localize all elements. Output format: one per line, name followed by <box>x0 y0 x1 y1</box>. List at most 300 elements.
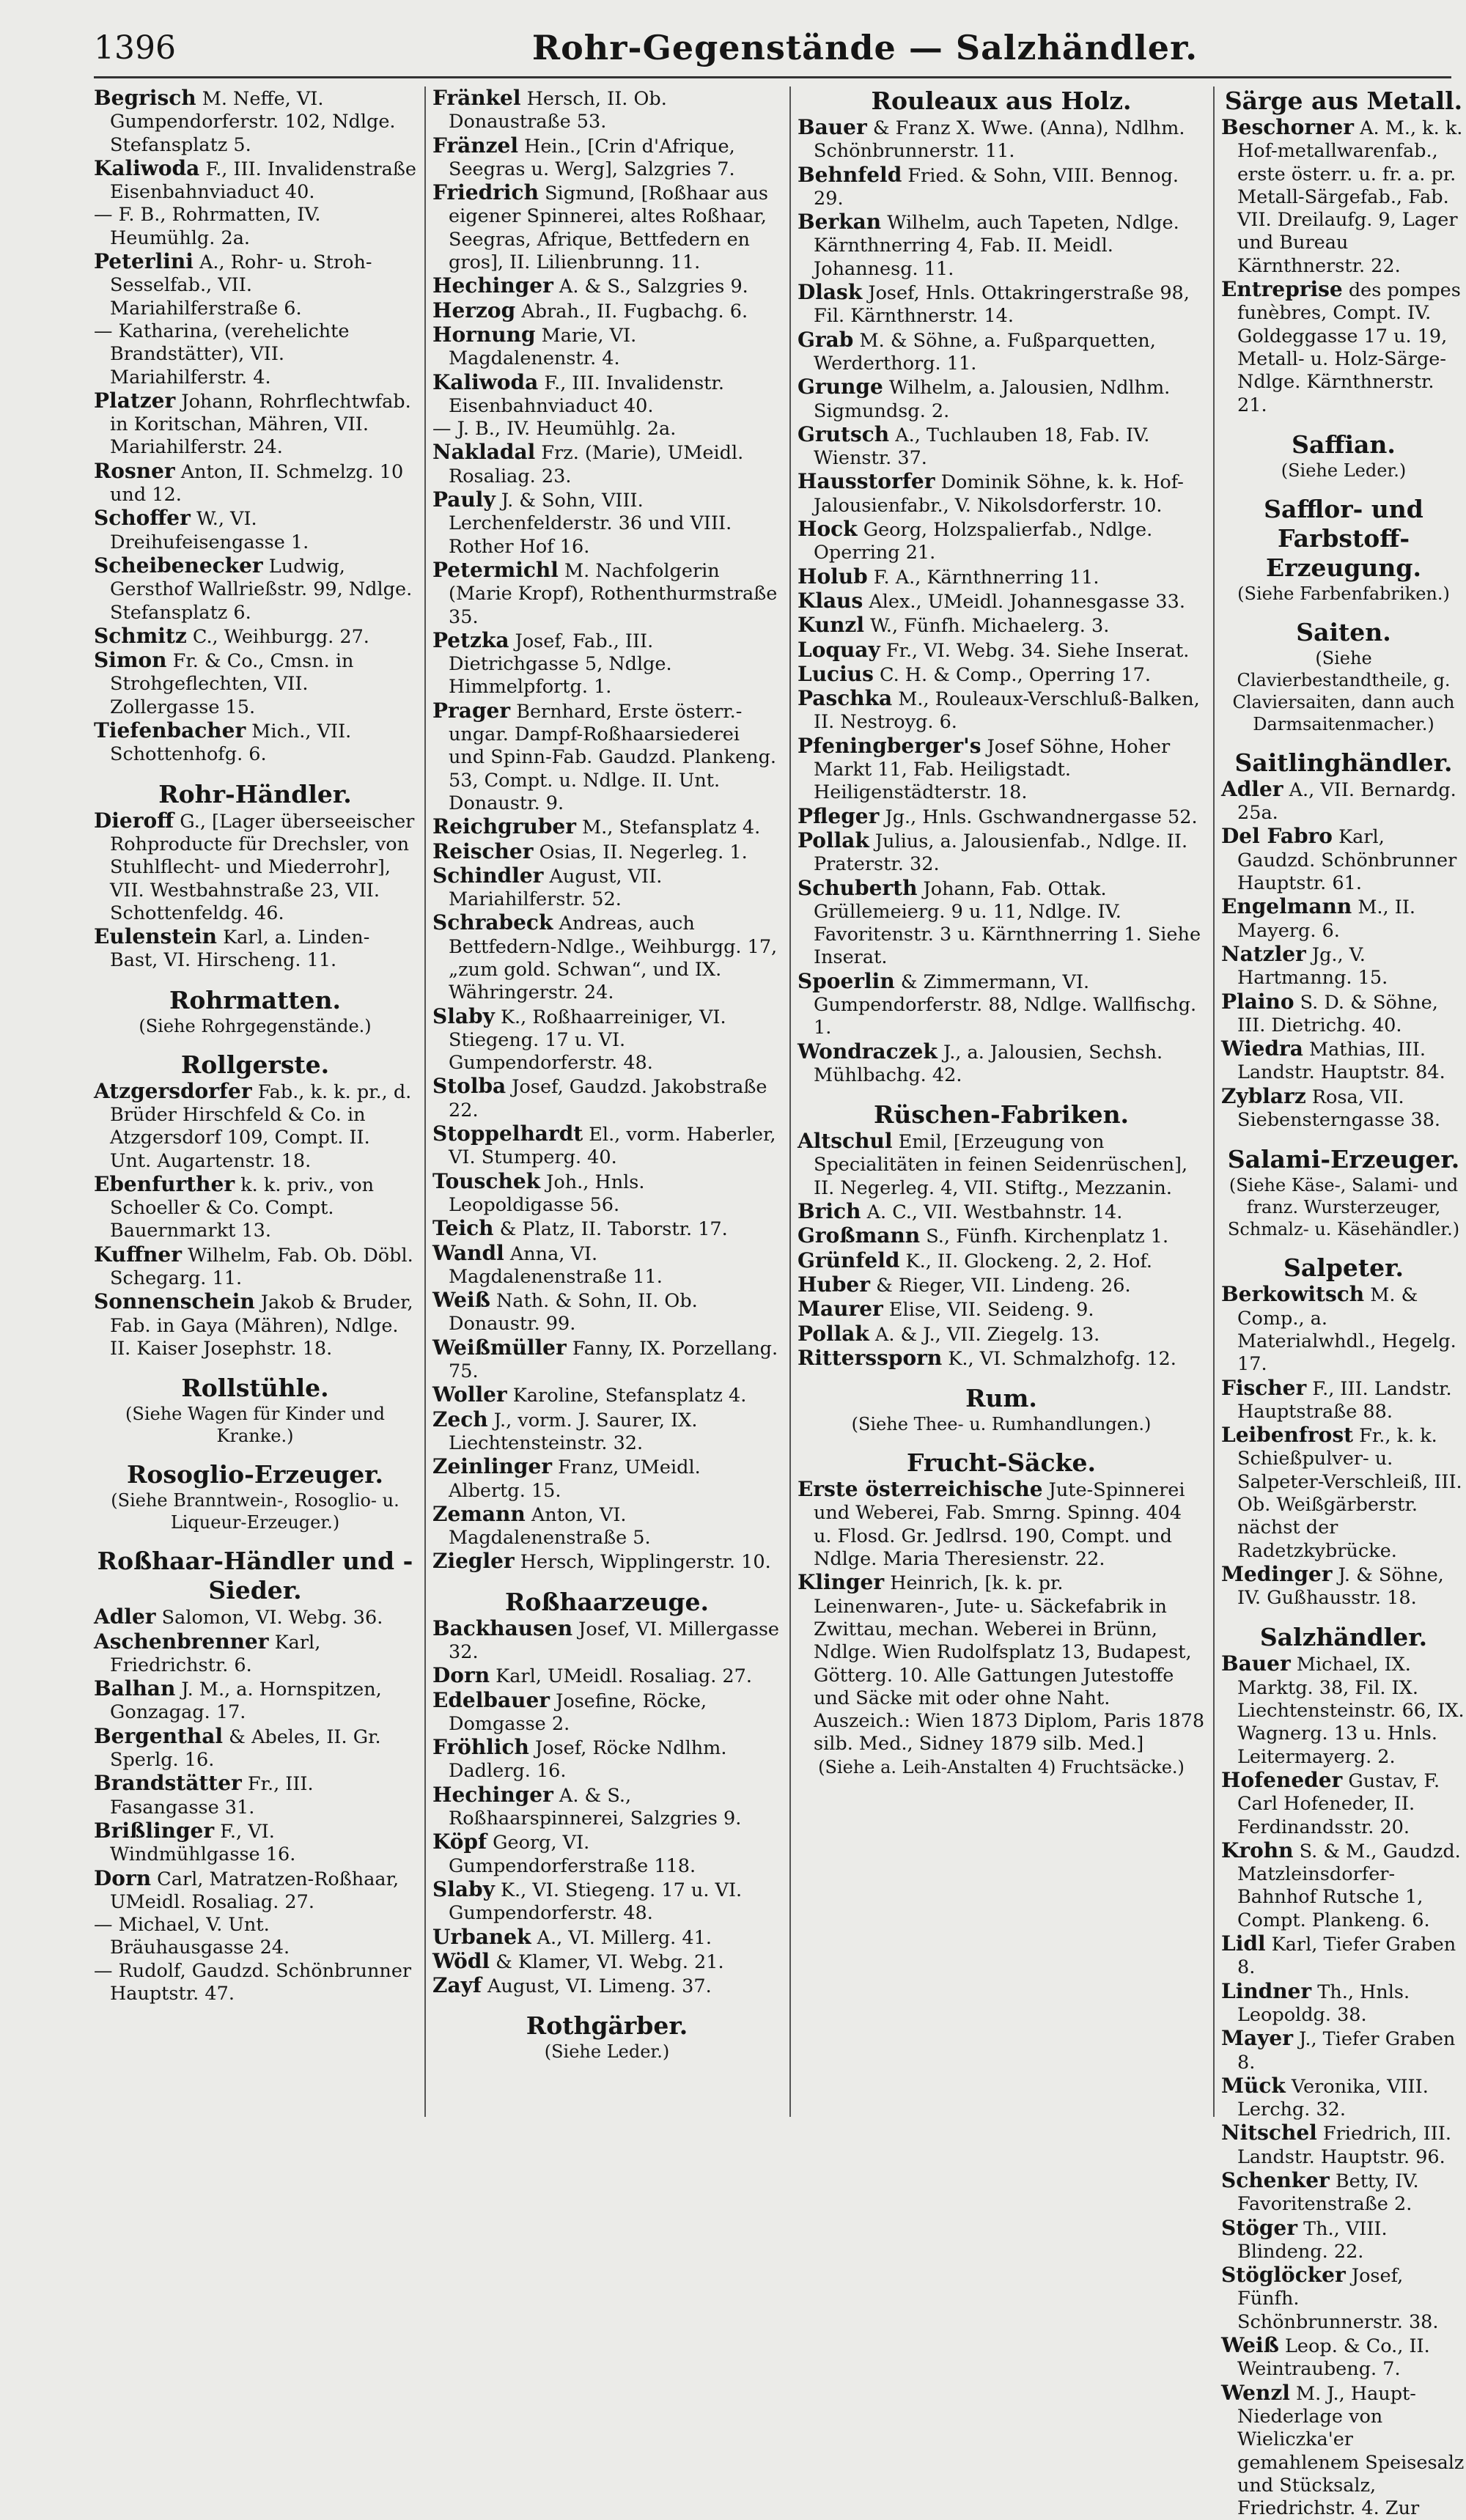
entry-details: k. k. priv., von Schoeller & Co. Compt. Bauernmarkt 13. <box>110 1174 375 1242</box>
section-heading: Rothgärber. <box>526 2011 688 2041</box>
entry-details: Emil, [Erzeugung von Specialitäten in feinen Seidenrüschen], II. Negerleg. 4, VII. Stiftg., Mezzanin. <box>814 1131 1188 1199</box>
entry-details: M. Nachfolgerin (Marie Kropf), Rothenthurmstraße 35. <box>449 559 778 628</box>
entry-name: Wandl <box>432 1240 504 1265</box>
entry-name: Bauer <box>1221 1651 1291 1676</box>
section-heading: Salpeter. <box>1283 1253 1404 1283</box>
directory-entry <box>798 805 1205 829</box>
entry-name: Tiefenbacher <box>94 718 246 743</box>
entry-name: Schrabeck <box>432 910 553 935</box>
directory-entry <box>432 299 781 323</box>
entry-name: Schindler <box>432 863 544 888</box>
column-2 <box>432 86 781 2117</box>
entry-name: Hausstorfer <box>798 469 935 494</box>
entry-name: Plaino <box>1221 989 1294 1014</box>
entry-details: K., VI. Stiegeng. 17 u. VI. Gumpendorferstr. 48. <box>449 1879 743 1925</box>
section-heading: Frucht-Säcke. <box>907 1448 1096 1478</box>
entry-name: Ritterssporn <box>798 1345 943 1370</box>
entry-name: Sonnenschein <box>94 1289 255 1314</box>
entry-name: Friedrich <box>432 180 539 205</box>
entry-name: Lidl <box>1221 1931 1266 1956</box>
directory-entry <box>798 116 1205 163</box>
entry-name: Brandstätter <box>94 1771 242 1796</box>
entry-name: Dorn <box>94 1865 152 1890</box>
entry-details: Joh., Hnls. Leopoldigasse 56. <box>449 1171 645 1216</box>
directory-entry <box>94 925 416 973</box>
entry-details: Rosa, VII. Siebensterngasse 38. <box>1237 1086 1441 1132</box>
entry-name: Wödl <box>432 1948 490 1973</box>
entry-details: Abrah., II. Fugbachg. 6. <box>515 300 748 323</box>
directory-entry <box>432 864 781 912</box>
entry-name: Pollak <box>798 1321 869 1346</box>
entry-details: — F. B., Rohrmatten, IV. Heumühlg. 2a. <box>94 204 321 249</box>
directory-entry <box>798 281 1205 328</box>
entry-name: Medinger <box>1221 1561 1333 1586</box>
entry-details: F., VI. Windmühlgasse 16. <box>110 1820 296 1866</box>
entry-name: Bergenthal <box>94 1723 224 1748</box>
entry-name: Platzer <box>94 388 176 413</box>
directory-entry <box>94 506 416 554</box>
entry-details: Karoline, Stefansplatz 4. <box>507 1385 747 1407</box>
entry-name: Nakladal <box>432 440 536 465</box>
entry-name: Zech <box>432 1407 488 1432</box>
entry-name: Herzog <box>432 298 516 323</box>
entry-details: Fr. & Co., Cmsn. in Strohgeflechten, VII. Zollergasse 15. <box>110 650 354 718</box>
entry-name: Simon <box>94 648 167 673</box>
entry-details: Wilhelm, Fab. Ob. Döbl. Schegarg. 11. <box>110 1244 413 1290</box>
entry-name: Scheibenecker <box>94 553 263 578</box>
entry-name: Kunzl <box>798 613 864 638</box>
entry-name: Klaus <box>798 588 863 613</box>
entry-details: J., Tiefer Graben 8. <box>1237 2028 1456 2074</box>
cross-reference-note: (Siehe Farbenfabriken.) <box>1237 583 1450 604</box>
entry-details: M., Stefansplatz 4. <box>575 817 761 839</box>
cross-reference-note: (Siehe Clavierbestandtheile, g. Claviersaiten, dann auch Darmsaitenmacher.) <box>1232 647 1455 734</box>
entry-details: S., Fünfh. Kirchenplatz 1. <box>920 1226 1169 1248</box>
entry-name: Schoffer <box>94 506 191 531</box>
entry-name: Fischer <box>1221 1375 1307 1400</box>
directory-entry <box>1221 1769 1466 1839</box>
directory-entry <box>798 1478 1205 1571</box>
entry-details: Georg, VI. Gumpendorferstraße 118. <box>449 1832 696 1877</box>
entry-details: Nath. & Sohn, II. Ob. Donaustr. 99. <box>449 1290 698 1335</box>
entry-details: A. & S., Salzgries 9. <box>553 276 748 298</box>
directory-entry <box>798 687 1205 734</box>
entry-name: Engelmann <box>1221 894 1352 919</box>
directory-entry <box>432 1503 781 1550</box>
entry-name: Wondraczek <box>798 1039 938 1064</box>
entry-details: A. & J., VII. Ziegelg. 13. <box>869 1323 1100 1346</box>
entry-name: Köpf <box>432 1830 487 1854</box>
directory-entry <box>94 157 416 205</box>
directory-entry <box>94 809 416 925</box>
entry-name: Pollak <box>798 828 869 852</box>
entry-name: Zayf <box>432 1973 482 1998</box>
entry-details: S. & M., Gaudzd. Matzleinsdorfer-Bahnhof Rutsche 1, Compt. Plankeng. 6. <box>1237 1840 1461 1931</box>
directory-entry <box>94 1914 416 1960</box>
entry-details: Frz. (Marie), UMeidl. Rosaliag. 23. <box>449 442 744 487</box>
section-heading: Rollstühle. <box>181 1374 329 1403</box>
entry-name: Lindner <box>1221 1978 1312 2003</box>
entry-details: C., Weihburgg. 27. <box>186 625 369 648</box>
entry-details: F., III. Landstr. Hauptstraße 88. <box>1237 1377 1452 1423</box>
directory-entry <box>798 970 1205 1040</box>
entry-name: Reichgruber <box>432 814 576 839</box>
directory-entry <box>432 1217 781 1241</box>
entry-name: Balhan <box>94 1676 176 1701</box>
entry-name: Kuffner <box>94 1242 182 1267</box>
directory-entry <box>94 389 416 460</box>
entry-details: Josef, Hnls. Ottakringerstraße 98, Fil. Kärnthnerstr. 14. <box>814 282 1190 328</box>
entry-details: G., [Lager überseeischer Rohproducte für Drechsler, von Stuhlflecht- und Miederrohr], VII. Westbahnstraße 23, VII. Schottenfeldg. 46. <box>110 810 415 924</box>
entry-details: J., a. Jalousien, Sechsh. Mühlbachg. 42. <box>814 1041 1163 1086</box>
entry-details: Betty, IV. Favoritenstraße 2. <box>1237 2170 1419 2216</box>
directory-entry <box>798 328 1205 376</box>
entry-details: August, VI. Limeng. 37. <box>481 1975 712 1998</box>
directory-entry <box>1221 1932 1466 1980</box>
entry-details: Fr., III. Fasangasse 31. <box>110 1773 314 1819</box>
entry-details: August, VII. Mariahilferstr. 52. <box>449 865 663 911</box>
entry-name: Woller <box>432 1382 507 1407</box>
directory-entry <box>432 1408 781 1456</box>
entry-name: Pfleger <box>798 803 880 828</box>
entry-details: — Michael, V. Unt. Bräuhausgasse 24. <box>94 1914 290 1959</box>
entry-details: Anton, VI. Magdalenenstraße 5. <box>449 1503 651 1550</box>
directory-entry <box>432 1289 781 1336</box>
entry-details: A. M., k. k. Hof-metallwarenfab., erste österr. u. fr. a. pr. Metall-Särgefab., Fab. VII. Dreilaufg. 9, Lager und Bureau Kärnthnerstr. 22. <box>1237 117 1463 277</box>
entry-details: Josef, VI. Millergasse 32. <box>449 1618 780 1663</box>
entry-details: J. & Söhne, IV. Gußhausstr. 18. <box>1237 1563 1444 1610</box>
entry-name: Stöglöcker <box>1221 2263 1346 2288</box>
entry-details: Gustav, F. Carl Hofeneder, II. Ferdinandsstr. 20. <box>1237 1769 1440 1838</box>
entry-details: Ludwig, Gersthof Wallrießstr. 99, Ndlge. Stefansplatz 6. <box>110 555 413 624</box>
entry-name: Weiß <box>1221 2333 1279 2358</box>
entry-name: Fröhlich <box>432 1735 529 1760</box>
entry-name: Urbanek <box>432 1924 531 1949</box>
entry-name: Petermichl <box>432 557 559 582</box>
entry-name: Leibenfrost <box>1221 1423 1354 1448</box>
entry-details: Mich., VII. Schottenhofg. 6. <box>110 721 352 766</box>
entry-details: Fr., k. k. Schießpulver- u. Salpeter-Verschleiß, III. Ob. Weißgärberstr. nächst der Radetzkybrücke. <box>1237 1425 1462 1562</box>
entry-name: Weiß <box>432 1288 490 1313</box>
directory-entry <box>432 911 781 1004</box>
entry-details: Wilhelm, auch Tapeten, Ndlge. Kärnthnerring 4, Fab. II. Meidl. Johannesg. 11. <box>814 212 1179 280</box>
entry-details: Johann, Fab. Ottak. Grüllemeierg. 9 u. 11, Ndlge. IV. Favoritenstr. 3 u. Kärnthnerring 1. Siehe Inserat. <box>814 877 1201 969</box>
entry-details: K., VI. Schmalzhofg. 12. <box>942 1347 1176 1370</box>
entry-name: Huber <box>798 1272 870 1297</box>
entry-name: Grutsch <box>798 421 890 446</box>
directory-entry <box>432 418 781 441</box>
entry-name: Holub <box>798 564 868 589</box>
directory-entry <box>798 1571 1205 1755</box>
entry-details: Karl, Friedrichstr. 6. <box>110 1631 321 1676</box>
entry-name: Zyblarz <box>1221 1083 1306 1108</box>
directory-entry <box>1221 895 1466 943</box>
directory-entry <box>798 638 1205 663</box>
directory-entry <box>94 204 416 250</box>
directory-entry <box>1221 825 1466 895</box>
column-divider <box>789 86 791 2117</box>
directory-entry <box>94 1290 416 1360</box>
entry-details: A., Rohr- u. Stroh-Sesselfab., VII. Mariahilferstraße 6. <box>110 251 372 320</box>
entry-name: Mück <box>1221 2073 1286 2098</box>
entry-name: Bauer <box>798 115 867 139</box>
directory-entry <box>1221 943 1466 990</box>
directory-entry <box>94 625 416 649</box>
directory-entry <box>798 1130 1205 1200</box>
entry-details: Fr., VI. Webg. 34. Siehe Inserat. <box>880 639 1190 662</box>
section-heading: Roßhaarzeuge. <box>505 1587 709 1616</box>
column-divider <box>424 86 426 2117</box>
entry-details: Salomon, VI. Webg. 36. <box>155 1607 383 1629</box>
entry-details: Friedrich, III. Landstr. Hauptstr. 96. <box>1237 2123 1451 2168</box>
entry-details: Jg., Hnls. Gschwandnergasse 52. <box>879 806 1198 828</box>
cross-reference-note: (Siehe Leder.) <box>544 2041 670 2063</box>
entry-details: S. D. & Söhne, III. Dietrichg. 40. <box>1237 991 1438 1036</box>
entry-name: Hechinger <box>432 1782 553 1807</box>
entry-details: Josef, Fünfh. Schönbrunnerstr. 38. <box>1237 2265 1439 2333</box>
entry-name: Maurer <box>798 1297 883 1322</box>
entry-details: W., Fünfh. Michaelerg. 3. <box>863 615 1110 638</box>
running-title: Rohr-Gegenstände — Salzhändler. <box>531 28 1198 67</box>
entry-name: Wiedra <box>1221 1036 1303 1061</box>
page-number: 1396 <box>94 29 176 67</box>
directory-entry <box>798 210 1205 281</box>
entry-details: Th., Hnls. Leopoldg. 38. <box>1237 1981 1410 2026</box>
entry-name: Touschek <box>432 1168 541 1193</box>
section-heading: Rollgerste. <box>180 1050 330 1079</box>
directory-entry <box>432 1383 781 1407</box>
entry-name: Klinger <box>798 1570 885 1595</box>
entry-name: Fränzel <box>432 133 518 158</box>
directory-entry <box>94 1725 416 1772</box>
entry-details: A., Tuchlauben 18, Fab. IV. Wienstr. 37. <box>814 424 1150 470</box>
entry-name: Grunge <box>798 375 883 399</box>
directory-entry <box>432 1689 781 1736</box>
section-heading: Rohr-Händler. <box>158 779 352 808</box>
directory-entry <box>1221 1423 1466 1563</box>
directory-entry <box>1221 2263 1466 2334</box>
section-heading: Rum. <box>965 1384 1037 1413</box>
entry-name: Adler <box>94 1605 156 1629</box>
entry-name: Dlask <box>798 280 863 305</box>
directory-entry <box>798 517 1205 565</box>
entry-name: Natzler <box>1221 941 1306 966</box>
directory-entry <box>798 589 1205 614</box>
directory-entry <box>432 274 781 298</box>
directory-entry <box>432 181 781 274</box>
entry-name: Lucius <box>798 661 874 686</box>
directory-entry <box>1221 778 1466 825</box>
entry-name: Stöger <box>1221 2215 1297 2240</box>
entry-details: K., Roßhaarreiniger, VI. Stiegeng. 17 u. VI. Gumpendorferstr. 48. <box>449 1006 726 1075</box>
entry-details: Franz, UMeidl. Albertg. 15. <box>449 1456 701 1502</box>
directory-entry <box>432 1974 781 1998</box>
entry-details: A., VII. Bernardg. 25a. <box>1237 778 1456 825</box>
directory-entry <box>798 565 1205 589</box>
entry-details: Julius, a. Jalousienfab., Ndlge. II. Praterstr. 32. <box>814 830 1188 876</box>
entry-name: Nitschel <box>1221 2121 1317 2145</box>
entry-name: Peterlini <box>94 249 194 274</box>
entry-name: Berkan <box>798 210 882 235</box>
entry-details: Alex., UMeidl. Johannesgasse 33. <box>863 590 1185 613</box>
entry-name: Pfeningberger's <box>798 733 981 758</box>
entry-name: Prager <box>432 698 511 723</box>
entry-details: Josef, Fab., III. Dietrichgasse 5, Ndlge. Himmelpfortg. 1. <box>449 630 672 699</box>
directory-entry <box>432 1005 781 1075</box>
entry-name: Stolba <box>432 1074 507 1099</box>
directory-entry <box>432 323 781 371</box>
entry-name: Begrisch <box>94 86 196 110</box>
entry-name: Dorn <box>432 1663 490 1688</box>
entry-name: Backhausen <box>432 1615 573 1640</box>
directory-entry <box>1221 1980 1466 2027</box>
directory-entry <box>1221 2027 1466 2074</box>
section-heading: Saffian. <box>1292 430 1396 459</box>
entry-details: Elise, VII. Seideng. 9. <box>883 1299 1094 1322</box>
entry-details: M. J., Haupt-Niederlage von Wieliczka'er gemahlenem Speisesalz und Stücksalz, Friedrichstr. 4. Zur <box>1237 2382 1465 2520</box>
directory-entry <box>432 1336 781 1384</box>
entry-name: Hock <box>798 517 858 542</box>
directory-entry <box>94 86 416 157</box>
entry-details: Jg., V. Hartmanng. 15. <box>1237 943 1388 990</box>
entry-name: Kaliwoda <box>94 155 200 180</box>
entry-details: A. & S., Roßhaarspinnerei, Salzgries 9. <box>449 1784 742 1830</box>
directory-entry <box>432 840 781 864</box>
cross-reference-note: (Siehe Rohrgegenstände.) <box>139 1015 372 1036</box>
entry-details: M., II. Mayerg. 6. <box>1237 896 1416 942</box>
entry-name: Hofeneder <box>1221 1767 1343 1792</box>
directory-entry <box>1221 2334 1466 2381</box>
entry-name: Wenzl <box>1221 2380 1290 2405</box>
entry-name: Dieroff <box>94 808 174 833</box>
entry-details: Marie, VI. Magdalenenstr. 4. <box>449 324 637 370</box>
entry-name: Petzka <box>432 627 509 652</box>
entry-details: — Rudolf, Gaudzd. Schönbrunner Hauptstr. 47. <box>94 1959 412 2005</box>
directory-entry <box>432 1878 781 1926</box>
directory-entry <box>1221 1283 1466 1376</box>
entry-details: Andreas, auch Bettfedern-Ndlge., Weihburgg. 17, „zum gold. Schwan“, und IX. Währingerstr. 24. <box>449 913 778 1004</box>
entry-details: El., vorm. Haberler, VI. Stumperg. 40. <box>449 1124 776 1169</box>
entry-name: Hechinger <box>432 273 553 298</box>
directory-entry <box>1221 1037 1466 1085</box>
entry-name: Hornung <box>432 322 536 347</box>
entry-details: Johann, Rohrflechtwfab. in Koritschan, Mähren, VII. Mariahilferstr. 24. <box>110 390 411 459</box>
entry-details: Dominik Söhne, k. k. Hof-Jalousienfabr., V. Nikolsdorferstr. 10. <box>814 471 1184 517</box>
entry-details: Veronika, VIII. Lerchg. 32. <box>1237 2075 1429 2121</box>
entry-name: Schuberth <box>798 875 918 900</box>
entry-name: Teich <box>432 1216 494 1241</box>
directory-entry <box>1221 2169 1466 2217</box>
directory-entry <box>798 1249 1205 1273</box>
section-heading: Rouleaux aus Holz. <box>871 86 1132 115</box>
entry-details: J. & Sohn, VIII. Lerchenfelderstr. 36 und VIII. Rother Hof 16. <box>449 490 732 558</box>
entry-name: Spoerlin <box>798 968 895 993</box>
entry-details: & Franz X. Wwe. (Anna), Ndlhm. Schönbrunnerstr. 11. <box>814 117 1185 163</box>
directory-entry <box>94 1080 416 1173</box>
entry-details: Josef Söhne, Hoher Markt 11, Fab. Heiligstadt. Heiligenstädterstr. 18. <box>814 735 1171 804</box>
entry-details: & Zimmermann, VI. Gumpendorferstr. 88, Ndlge. Wallfischg. 1. <box>814 970 1197 1039</box>
entry-name: Beschorner <box>1221 115 1355 139</box>
entry-details: Fab., k. k. pr., d. Brüder Hirschfeld & Co. in Atzgersdorf 109, Compt. II. Unt. Augartenstr. 18. <box>110 1080 412 1172</box>
entry-details: A. C., VII. Westbahnstr. 14. <box>861 1201 1123 1224</box>
entry-name: Kaliwoda <box>432 369 539 394</box>
directory-entry <box>798 423 1205 471</box>
cross-reference-note: (Siehe Branntwein-, Rosoglio- u. Liqueur-Erzeuger.) <box>111 1490 399 1533</box>
section-heading: Rosoglio-Erzeuger. <box>126 1460 384 1489</box>
section-heading: Salzhändler. <box>1259 1623 1428 1652</box>
directory-entry <box>798 1322 1205 1346</box>
entry-name: Weißmüller <box>432 1335 567 1360</box>
directory-entry <box>432 1075 781 1122</box>
directory-entry <box>94 320 416 389</box>
entry-name: Mayer <box>1221 2026 1293 2051</box>
directory-entry <box>1221 1563 1466 1610</box>
entry-details: K., II. Glockeng. 2, 2. Hof. <box>899 1250 1153 1272</box>
entry-details: — J. B., IV. Heumühlg. 2a. <box>432 418 677 441</box>
cross-reference-note: (Siehe a. Leih-Anstalten 4) Fruchtsäcke.) <box>818 1756 1185 1777</box>
directory-entry <box>798 1200 1205 1224</box>
directory-entry <box>432 86 781 134</box>
directory-entry <box>432 1950 781 1974</box>
directory-entry <box>432 1170 781 1217</box>
entry-details: Osias, II. Negerleg. 1. <box>533 841 748 863</box>
entry-details: Mathias, III. Landstr. Hauptstr. 84. <box>1237 1039 1445 1084</box>
column-1 <box>94 86 416 2117</box>
entry-name: Ziegler <box>432 1549 515 1574</box>
cross-reference-note: (Siehe Wagen für Kinder und Kranke.) <box>125 1404 385 1447</box>
column-divider <box>1213 86 1215 2117</box>
directory-entry <box>1221 1652 1466 1768</box>
directory-entry <box>432 371 781 419</box>
entry-details: M. & Comp., a. Materialwhdl., Hegelg. 17. <box>1237 1284 1456 1376</box>
entry-name: Brich <box>798 1199 861 1224</box>
entry-details: M., Rouleaux-Verschluß-Balken, II. Nestroyg. 6. <box>814 688 1200 734</box>
directory-entry <box>432 1830 781 1878</box>
header-rule <box>94 76 1451 78</box>
column-4 <box>1221 86 1466 2520</box>
directory-entry <box>798 1346 1205 1371</box>
directory-entry <box>432 1455 781 1503</box>
entry-name: Schmitz <box>94 623 187 648</box>
section-heading: Saitlinghändler. <box>1234 748 1453 777</box>
entry-details: Wilhelm, a. Jalousien, Ndlhm. Sigmundsg. 2. <box>814 377 1171 422</box>
entry-name: Eulenstein <box>94 924 218 949</box>
section-heading: Saiten. <box>1296 617 1391 646</box>
directory-entry <box>94 1772 416 1819</box>
entry-details: Josefine, Röcke, Domgasse 2. <box>449 1690 707 1735</box>
entry-details: Karl, Tiefer Graben 8. <box>1237 1934 1456 1979</box>
directory-entry <box>798 614 1205 638</box>
entry-details: Anna, VI. Magdalenenstraße 11. <box>449 1242 663 1288</box>
entry-details: A., VI. Millerg. 41. <box>531 1926 712 1949</box>
directory-entry <box>94 1677 416 1725</box>
directory-entry <box>94 649 416 719</box>
directory-entry <box>94 1630 416 1678</box>
entry-name: Aschenbrenner <box>94 1629 269 1654</box>
directory-entry <box>1221 1085 1466 1132</box>
directory-entry <box>1221 2217 1466 2264</box>
directory-entry <box>432 559 781 629</box>
directory-entry <box>798 470 1205 517</box>
entry-details: Bernhard, Erste österr.-ungar. Dampf-Roßhaarsiederei und Spinn-Fab. Gaudzd. Plankeng. 53, Compt. u. Ndlge. II. Unt. Donaustr. 9. <box>449 700 777 814</box>
entry-name: Ebenfurther <box>94 1171 235 1196</box>
directory-entry <box>1221 2381 1466 2520</box>
entry-details: — Katharina, (verehelichte Brandstätter), VII. Mariahilferstr. 4. <box>94 320 350 388</box>
entry-details: Jute-Spinnerei und Weberei, Fab. Smrng. Spinng. 404 u. Flosd. Gr. Jedlrsd. 190, Compt. und Ndlge. Maria Theresienstr. 22. <box>814 1479 1185 1571</box>
entry-details: Josef, Röcke Ndlhm. Dadlerg. 16. <box>449 1737 727 1783</box>
directory-entry <box>94 1605 416 1629</box>
entry-name: Loquay <box>798 637 880 662</box>
